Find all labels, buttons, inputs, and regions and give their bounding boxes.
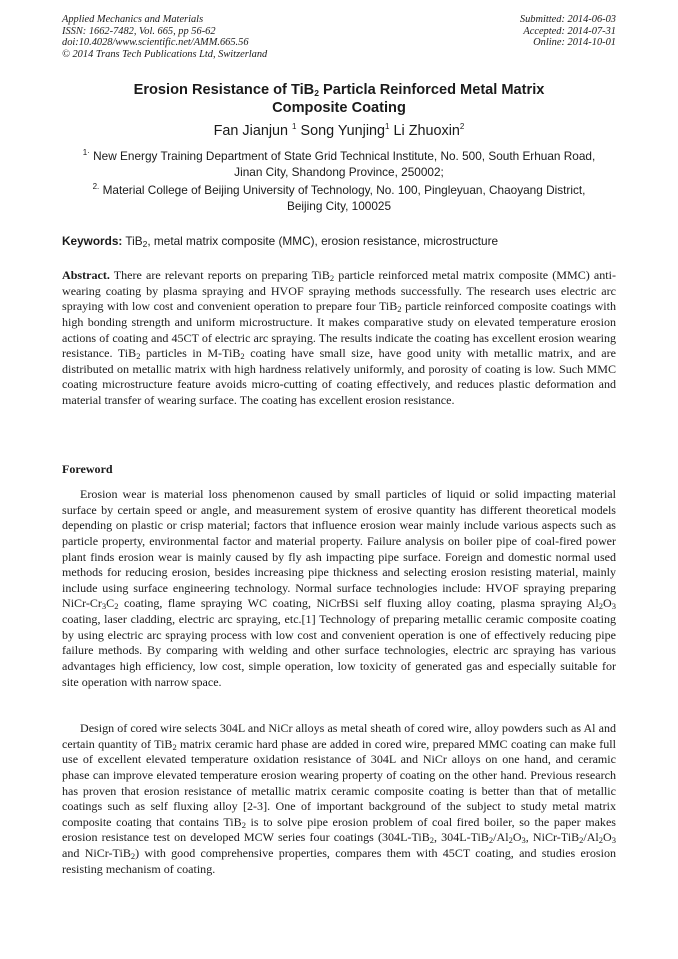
dates-info [520, 14, 616, 49]
title-text: Erosion Resistance of TiB [133, 82, 315, 98]
affiliation-line: New Energy Training Department of State Grid Technical Institute, No. 500, South Erhuan Road, [93, 149, 596, 163]
title-text-cont: Particla Reinforced Metal Matrix [318, 82, 545, 98]
doi-line: doi:10.4028/www.scientific.net/AMM.665.56 [62, 37, 249, 49]
affiliation-mark: 1 [82, 148, 88, 158]
affiliation-2: $^{2.}$ Material College of Beijing University of Technology, No. 100, Pingleyuan, Chaoyang District, Beijing City, 100025 [92, 182, 586, 213]
subscript: 2 [114, 601, 119, 612]
subscript: 2 [329, 273, 335, 283]
paragraph-text: , 304L-TiB [434, 830, 489, 845]
paragraph-text: , NiCr-TiB [525, 830, 580, 845]
title-line-2: Composite Coating [272, 100, 406, 116]
subscript: 2 [579, 835, 584, 846]
paragraph-text: /Al [493, 830, 509, 845]
issn-line: ISSN: 1662-7482, Vol. 665, pp 56-62 [62, 25, 216, 37]
paragraph-text: O [603, 830, 612, 845]
subscript: 2 [241, 819, 246, 830]
author-name: Song Yunjing [296, 123, 386, 139]
title-subscript: 2 [314, 88, 319, 98]
accepted-date: Accepted: 2014-07-31 [523, 25, 616, 37]
paragraph-text: coating, flame spraying WC coating, NiCrBSi self fluxing alloy coating, plasma spraying Al [118, 596, 599, 611]
abstract-text: particle reinforced composite coatings with high bonding strength and uniform microstructure. It makes comparative study on elevated temperature erosion actions of coating and 45CT of electric arc spraying. The results indicate the coating has excellent erosion wearing resistance. TiB [62, 299, 616, 361]
copyright-line: © 2014 Trans Tech Publications Ltd, Switzerland [62, 48, 268, 60]
keywords-label: Keywords: [62, 234, 123, 248]
keywords-subscript: 2 [142, 239, 148, 249]
paper-title [62, 81, 616, 117]
author-name: Li Zhuoxin [389, 123, 460, 139]
subscript: 2 [130, 851, 136, 861]
body-paragraph [62, 487, 616, 690]
subscript: 3 [611, 835, 616, 846]
keywords-text: TiB [122, 234, 143, 248]
abstract-paragraph [62, 268, 616, 409]
paragraph-text: Erosion wear is material loss phenomenon caused by small particles of liquid or solid impacting material surface by certain speed or angle, and measurement system of erosive quantity has different theoretical models depending on plastic or crisp material; factors that influence erosion wear mainly include various aspects such as particle property, environmental factor and material property. Failure analysis on boiler pipe of coal-fired power plant finds erosion wear is mainly caused by fly ash impacting pipe surface. Foreign and domestic normal used methods for reducing erosion, besides increasing pipe thickness and selecting erosion resisting material, mainly include using surface engineering technology. Normal surface technologies include: HVOF spraying preparing NiCr-Cr [62, 487, 616, 611]
abstract-text: coating have small size, have good unity with metallic matrix, and are distributed on metallic matrix with high hardness relatively uniformly, and porosity of coating is low. Such MMC coating microstructure feature avoids micro-cutting of coating effectively, and reduces plastic deformation and material transfer of wearing surface. The coating has excellent erosion resistance. [62, 346, 616, 407]
submitted-date: Submitted: 2014-06-03 [519, 14, 616, 25]
paragraph-text: O [603, 596, 612, 611]
paragraph-text: /Al [583, 830, 599, 845]
journal-name: Applied Mechanics and Materials [62, 14, 204, 25]
affiliation-line: Material College of Beijing University of Technology, No. 100, Pingleyuan, Chaoyang District, [102, 183, 586, 197]
paragraph-text: O [512, 830, 522, 845]
author-affil-mark: 1 [292, 122, 297, 132]
subscript: 2 [172, 741, 177, 752]
author-list [62, 122, 616, 140]
abstract-text: There are relevant reports on preparing TiB [109, 268, 330, 282]
subscript: 2 [397, 304, 402, 315]
paragraph-text: is to solve pipe erosion problem of coal fired boiler, so the paper makes erosion resistance test on developed MCW series four coatings (304L-TiB [62, 814, 616, 845]
paragraph-text: ) with good comprehensive properties, compares them with 45CT coating, and studies erosion resisting mechanism of coating. [62, 846, 616, 876]
author-affil-mark: 1 [385, 122, 390, 132]
subscript: 3 [521, 835, 526, 846]
keywords-text-cont: , metal matrix composite (MMC), erosion resistance, microstructure [147, 234, 499, 248]
subscript: 2 [598, 601, 604, 612]
subscript: 2 [136, 351, 141, 362]
keywords-line [62, 234, 616, 249]
affiliation-mark: 2 [92, 182, 98, 192]
author-name: Fan Jianjun [213, 123, 293, 139]
subscript: 2 [508, 835, 513, 846]
subscript: 2 [429, 835, 435, 846]
affiliation-line: Beijing City, 100025 [286, 198, 392, 213]
subscript: 3 [101, 601, 107, 612]
abstract-text: particle reinforced metal matrix composite (MMC) anti-wearing coating by plasma spraying and HVOF spraying methods successfully. The research uses electric arc spraying with low cost and convenient operation to prepare four TiB [62, 268, 616, 314]
paragraph-text: coating, laser cladding, electric arc spraying, etc.[1] Technology of preparing metallic ceramic composite coating by using electric arc spraying process with low cost and convenient operation is one of effectively reducing pipe failure methods. By comparing with welding and other surface technologies, electric arc spraying has various advantages high efficiency, low cost, simple operation, low toxicity of generated gas and especially suitable for site operation with narrow space. [62, 612, 616, 689]
online-date: Online: 2014-10-01 [533, 37, 616, 49]
subscript: 2 [488, 835, 494, 846]
paragraph-text: Design of cored wire selects 304L and NiCr alloys as metal sheath of cored wire, alloy powders such as Al and certain quantity of TiB [62, 721, 616, 751]
paragraph-text: matrix ceramic hard phase are added in cored wire, prepared MMC coating can make full use of excellent elevated temperature oxidation resistance of 304L and NiCr alloys on one hand, and ceramic phase can improve elevated temperature erosion wearing property of coating on the other hand. Previous research has proven that erosion resistance of metallic matrix ceramic composite coating is better than that of metallic coatings such as self fluxing alloy [2-3]. One of important background of the subject to study metal matrix composite coating that contains TiB [62, 736, 617, 829]
body-paragraph [62, 721, 616, 877]
abstract-text: particles in M-TiB [140, 346, 241, 361]
abstract-label: Abstract. [62, 268, 110, 282]
affiliation-line: Jinan City, Shandong Province, 250002; [234, 164, 444, 179]
subscript: 2 [240, 351, 245, 362]
subscript: 3 [611, 601, 616, 612]
publication-info [62, 14, 267, 60]
subscript: 2 [598, 835, 604, 846]
author-affil-mark: 2 [459, 122, 465, 132]
paragraph-text: C [106, 596, 115, 611]
section-heading-foreword: Foreword [62, 462, 113, 476]
affiliation-1: $^{1\cdot}$ New Energy Training Department of State Grid Technical Institute, No. 500, South Erhuan Road, Jinan City, Shandong Province, 250002; [82, 148, 596, 179]
paragraph-text: and NiCr-TiB [62, 846, 131, 860]
